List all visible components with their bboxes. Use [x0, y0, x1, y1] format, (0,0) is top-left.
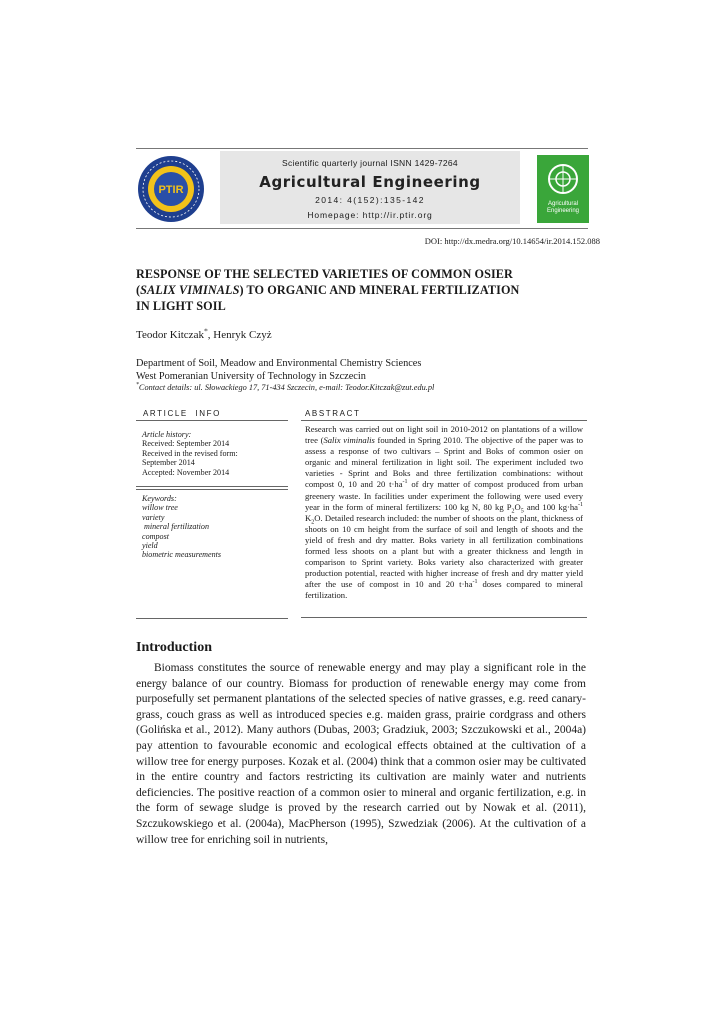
header-bottom-rule [136, 228, 588, 229]
abstract-text: O. Detailed research included: the number of shoots on the plant, thickness of shoots on 10 cm height from the surface of soil and length of shoots and the yield of fresh and dry matter. Boks variety in all fertilization combinations formed less shoots on a plant but with a greater thickness and length in comparison to Sprint variety. Boks variety also characterized with greater production potential, reacted with higher increase of fresh and dry matter yield after the use of compost in 10 and 20 t·ha [305, 512, 583, 590]
history-revised-label: Received in the revised form: [142, 448, 238, 458]
history-accepted: Accepted: November 2014 [142, 467, 230, 477]
abstract-species: Salix viminalis [323, 435, 375, 446]
title-line2 [136, 282, 596, 298]
keyword-item: biometric measurements [142, 550, 222, 560]
keyword-item: mineral fertilization [142, 522, 209, 532]
article-history-box [136, 424, 288, 487]
contact-details [136, 383, 434, 392]
history-label: Article history: [142, 430, 192, 439]
abstract-text: founded in Spring 2010. The objective of the paper was to assess a response of two cultivars – Sprint and Boks of common osier on organic and mineral fertilization in light soil. The experiment included two varieties - Sprint and Boks and three fertilization combinations: without compost 0, 10 and 20 t·ha [305, 435, 584, 490]
abstract-text: O [514, 501, 521, 512]
author-2: Henryk Czyż [213, 329, 272, 341]
abstract-heading: ABSTRACT [305, 409, 361, 418]
ptir-logo [137, 155, 205, 223]
contact-mark: * [136, 382, 139, 389]
introduction-paragraph: Biomass constitutes the source of renewable energy and may play a significant role in the energy balance of our country. Biomass for production of renewable energy may come from purposefully set permanent plantations of the selected species of native grasses, e.g. reed canary-grass, couch grass as well as introduced species e.g. maiden grass, prairie cordgrass and others (Golińska et al., 2012). Many authors (Dubas, 2003; Gradziuk, 2003; Szczukowski et al., 2004a) pay attention to favourable economic and ecological effects obtained at the cultivation of a willow tree for energy purposes. Kozak et al. (2004) think that a common osier may be cultivated in the entire country and factors restricting its cultivation are mainly water and nutrients deficiencies. The positive reaction of a common osier to mineral and organic fertilization, e.g. in the form of sewage sludge is proved by the research carried out by Nowak et al. (2011), Szczukowskiego et al. (2004a), MacPherson (1995), Szwedziak (2006). At the cultivation of a willow tree for enriching soil in nutrients, [136, 662, 586, 846]
history-revised-date: September 2014 [142, 458, 195, 468]
abstract-sup: -1 [472, 579, 478, 586]
article-info-rule [136, 420, 288, 421]
title-line3: IN LIGHT SOIL [136, 299, 226, 313]
journal-issue: 2014: 4(152):135-142 [315, 195, 425, 205]
keyword-item: willow tree [142, 503, 178, 513]
journal-title: Agricultural Engineering [259, 173, 481, 191]
author-separator: , [207, 329, 214, 341]
abstract-sup: -1 [577, 501, 583, 508]
abstract-sub: 2 [311, 519, 315, 526]
affiliation-line1: Department of Soil, Meadow and Environmental Chemistry Sciences [136, 358, 422, 369]
keyword-item: compost [142, 531, 169, 541]
logo-text-line1: Agricultural [547, 201, 578, 207]
abstract-text: of dry matter of compost produced from urban greenery waste. In facilities under experiment the following were used every year in the form of mineral fertilizers: 100 kg N, 80 kg P [305, 479, 584, 512]
authors [136, 326, 272, 341]
keywords-box [136, 489, 288, 619]
abstract-rule-bottom [301, 617, 587, 618]
history-received: Received: September 2014 [142, 439, 230, 449]
contact-text: Contact details: ul. Słowackiego 17, 71-434 Szczecin, e-mail: Teodor.Kitczak@zut.edu.pl [138, 383, 435, 392]
abstract-sub: 5 [520, 508, 524, 515]
journal-header-band [220, 151, 520, 224]
author-1-mark: * [203, 326, 208, 336]
title-line2-rest: ) TO ORGANIC AND MINERAL FERTILIZATION [239, 283, 520, 297]
abstract-rule-top [301, 420, 587, 421]
abstract-sup: -1 [402, 479, 408, 486]
ptir-logo-icon [137, 155, 205, 223]
logo-text-line2: Engineering [546, 208, 580, 214]
affiliation-line2: West Pomeranian University of Technology in Szczecin [136, 370, 366, 382]
agricultural-engineering-logo [537, 155, 589, 223]
title-species: SALIX VIMINALS [140, 283, 240, 297]
keyword-item: yield [142, 541, 158, 551]
abstract-sub: 2 [511, 508, 515, 515]
keywords-label: Keywords: [142, 494, 177, 503]
article-info-heading: ARTICLE INFO [143, 409, 221, 418]
abstract-text: K [305, 512, 312, 523]
abstract-text: doses compared to mineral fertilization. [305, 579, 583, 601]
title-paren: ( [136, 283, 141, 297]
introduction-heading: Introduction [136, 640, 212, 655]
keyword-item: variety [142, 512, 165, 522]
journal-homepage-link[interactable]: Homepage: http://ir.ptir.org [307, 210, 433, 220]
journal-line: Scientific quarterly journal ISNN 1429-7264 [282, 158, 458, 168]
paper-title [136, 266, 596, 314]
doi-link[interactable]: DOI: http://dx.medra.org/10.14654/ir.2014.152.088 [424, 236, 600, 246]
abstract-body [305, 424, 583, 602]
affiliation [136, 358, 421, 383]
header-top-rule [136, 148, 588, 149]
title-line1: RESPONSE OF THE SELECTED VARIETIES OF COMMON OSIER [136, 267, 513, 281]
author-1: Teodor Kitczak [136, 329, 204, 341]
gear-leaf-icon [537, 155, 589, 199]
abstract-text: and 100 kg·ha [523, 501, 578, 512]
ptir-logo-label: PTIR [158, 184, 184, 196]
abstract-text: Research was carried out on light soil in 2010-2012 on plantations of a willow tree ( [305, 424, 583, 446]
